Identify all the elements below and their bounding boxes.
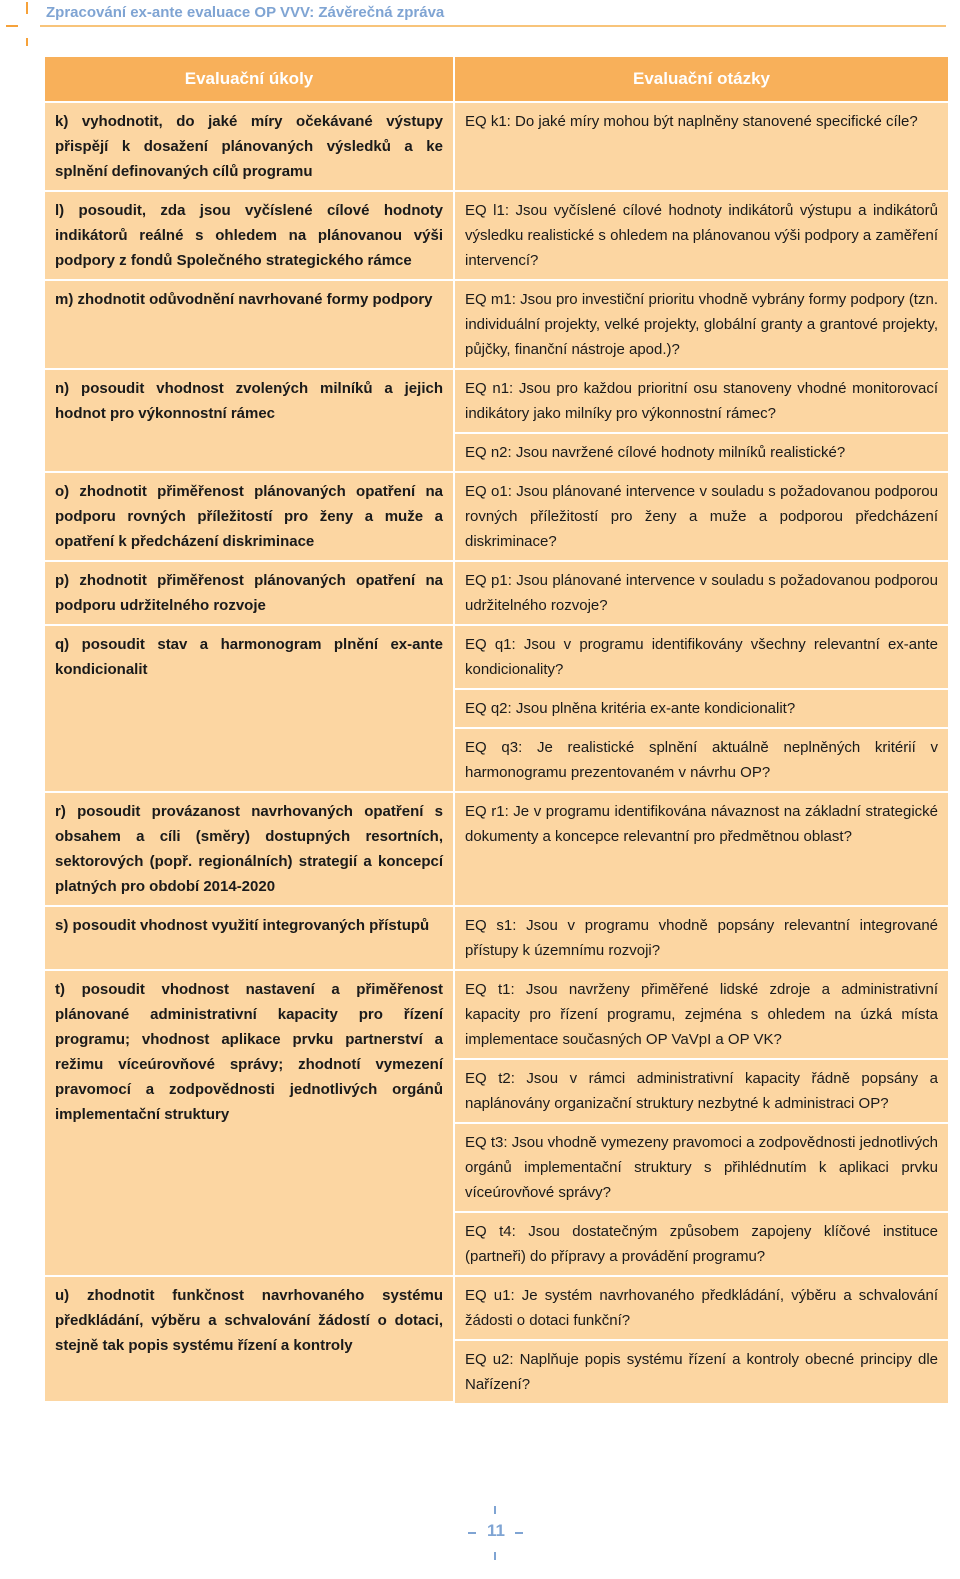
task-cell: l) posoudit, zda jsou vyčíslené cílové hodnoty indikátorů reálné s ohledem na plánovanou výši podpory z fondů Společného strategického rámce	[45, 192, 453, 281]
table-row	[45, 281, 948, 370]
table-row	[45, 907, 948, 971]
question-cell: EQ u2: Naplňuje popis systému řízení a kontroly obecné principy dle Nařízení?	[455, 1341, 948, 1403]
evaluation-table	[43, 57, 950, 1403]
task-cell: t) posoudit vhodnost nastavení a přiměřenost plánované administrativní kapacity pro řízení programu; vhodnost aplikace prvku partnerství a režimu víceúrovňové správy; zhodnotí vymezení pravomocí a zodpovědnosti jednotlivých orgánů implementační struktury	[45, 971, 453, 1277]
header-marker	[6, 25, 18, 27]
document-title: Zpracování ex-ante evaluace OP VVV: Závěrečná zpráva	[46, 4, 445, 21]
header-marker	[26, 2, 28, 14]
table-row	[45, 562, 948, 626]
question-cell: EQ t3: Jsou vhodně vymezeny pravomoci a zodpovědnosti jednotlivých orgánů implementační struktury s přihlédnutím k aplikaci prvku víceúrovňové správy?	[455, 1124, 948, 1213]
question-cell: EQ u1: Je systém navrhovaného předkládání, výběru a schvalování žádosti o dotaci funkční?	[455, 1277, 948, 1341]
question-cell: EQ q2: Jsou plněna kritéria ex-ante kondicionalit?	[455, 690, 948, 729]
table-row	[45, 370, 948, 434]
question-cell: EQ n2: Jsou navržené cílové hodnoty milníků realistické?	[455, 434, 948, 473]
task-cell: r) posoudit provázanost navrhovaných opatření s obsahem a cíli (směry) dostupných resortních, sektorových (popř. regionálních) strategií a koncepcí platných pro období 2014-2020	[45, 793, 453, 907]
table-row	[45, 103, 948, 192]
column-header-tasks: Evaluační úkoly	[45, 57, 453, 103]
question-cell: EQ t1: Jsou navrženy přiměřené lidské zdroje a administrativní kapacity pro řízení programu, zejména s ohledem na úzká místa implementace současných OP VaVpI a OP VK?	[455, 971, 948, 1060]
column-header-questions: Evaluační otázky	[455, 57, 948, 103]
question-cell: EQ n1: Jsou pro každou prioritní osu stanoveny vhodné monitorovací indikátory jako milníky pro výkonnostní rámec?	[455, 370, 948, 434]
question-cell: EQ q3: Je realistické splnění aktuálně neplněných kritérií v harmonogramu prezentovaném v návrhu OP?	[455, 729, 948, 793]
table-row	[45, 473, 948, 562]
question-cell: EQ r1: Je v programu identifikována návaznost na základní strategické dokumenty a koncepce relevantní pro předmětnou oblast?	[455, 793, 948, 907]
page-number-marker	[468, 1532, 476, 1534]
page-number-marker	[494, 1552, 496, 1560]
question-cell: EQ t4: Jsou dostatečným způsobem zapojeny klíčové instituce (partneři) do přípravy a provádění programu?	[455, 1213, 948, 1277]
task-cell: u) zhodnotit funkčnost navrhovaného systému předkládání, výběru a schvalování žádostí o dotaci, stejně tak popis systému řízení a kontroly	[45, 1277, 453, 1403]
task-cell: s) posoudit vhodnost využití integrovaných přístupů	[45, 907, 453, 971]
page-number-marker	[515, 1532, 523, 1534]
question-cell: EQ k1: Do jaké míry mohou být naplněny stanovené specifické cíle?	[455, 103, 948, 192]
task-cell: o) zhodnotit přiměřenost plánovaných opatření na podporu rovných příležitostí pro ženy a muže a opatření k předcházení diskriminace	[45, 473, 453, 562]
page-header	[0, 0, 960, 40]
table-row	[45, 1277, 948, 1341]
page-number-block	[0, 1506, 960, 1566]
question-cell: EQ q1: Jsou v programu identifikovány všechny relevantní ex-ante kondicionality?	[455, 626, 948, 690]
page-number: 11	[487, 1521, 505, 1540]
task-cell: m) zhodnotit odůvodnění navrhované formy podpory	[45, 281, 453, 370]
table-header-row	[45, 57, 948, 103]
table-row	[45, 793, 948, 907]
question-cell: EQ m1: Jsou pro investiční prioritu vhodně vybrány formy podpory (tzn. individuální projekty, velké projekty, globální granty a grantové projekty, půjčky, finanční nástroje apod.)?	[455, 281, 948, 370]
task-cell: k) vyhodnotit, do jaké míry očekávané výstupy přispějí k dosažení plánovaných výsledků a ke splnění definovaných cílů programu	[45, 103, 453, 192]
table-row	[45, 626, 948, 690]
question-cell: EQ l1: Jsou vyčíslené cílové hodnoty indikátorů výstupu a indikátorů výsledku realistické s ohledem na plánovanou výši podpory a zaměření intervencí?	[455, 192, 948, 281]
table-row	[45, 971, 948, 1060]
question-cell: EQ t2: Jsou v rámci administrativní kapacity řádně popsány a naplánovány organizační struktury nezbytné k administraci OP?	[455, 1060, 948, 1124]
table-row	[45, 192, 948, 281]
question-cell: EQ p1: Jsou plánované intervence v souladu s požadovanou podporou udržitelného rozvoje?	[455, 562, 948, 626]
question-cell: EQ o1: Jsou plánované intervence v souladu s požadovanou podporou rovných příležitostí pro ženy a muže a podporou předcházení diskriminace?	[455, 473, 948, 562]
task-cell: n) posoudit vhodnost zvolených milníků a jejich hodnot pro výkonnostní rámec	[45, 370, 453, 473]
page-number-marker	[494, 1506, 496, 1514]
header-rule	[40, 25, 946, 27]
header-marker	[26, 38, 28, 46]
question-cell: EQ s1: Jsou v programu vhodně popsány relevantní integrované přístupy k územnímu rozvoji?	[455, 907, 948, 971]
task-cell: q) posoudit stav a harmonogram plnění ex-ante kondicionalit	[45, 626, 453, 793]
task-cell: p) zhodnotit přiměřenost plánovaných opatření na podporu udržitelného rozvoje	[45, 562, 453, 626]
